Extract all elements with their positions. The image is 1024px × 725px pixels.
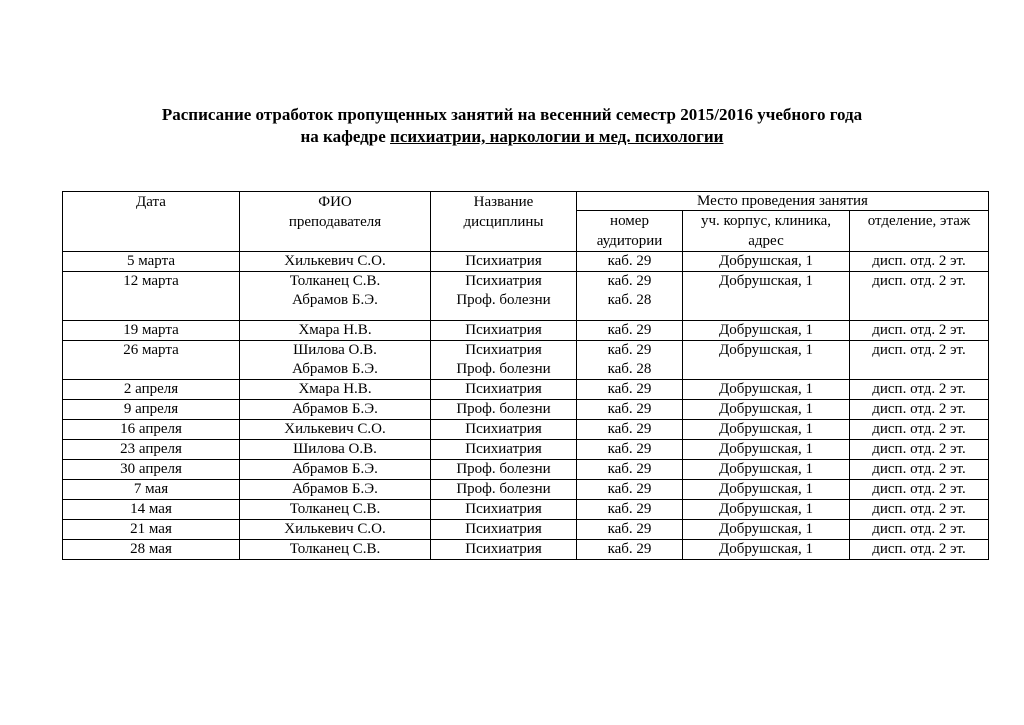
cell-address: Добрушская, 1 [683, 380, 850, 400]
cell-dept: дисп. отд. 2 эт. [850, 272, 989, 321]
cell-dept: дисп. отд. 2 эт. [850, 380, 989, 400]
cell-subject: Психиатрия [431, 500, 577, 520]
cell-address: Добрушская, 1 [683, 480, 850, 500]
header-subject: Название дисциплины [431, 192, 577, 252]
header-dept: отделение, этаж [850, 211, 989, 252]
table-row [63, 440, 989, 460]
cell-teacher: Хмара Н.В. [240, 380, 431, 400]
cell-dept: дисп. отд. 2 эт. [850, 520, 989, 540]
cell-date: 2 апреля [63, 380, 240, 400]
cell-subject: Психиатрия [431, 321, 577, 341]
table-row [63, 460, 989, 480]
table-row [63, 321, 989, 341]
cell-dept: дисп. отд. 2 эт. [850, 400, 989, 420]
title-line-2 [0, 126, 1024, 148]
header-teacher: ФИО преподавателя [240, 192, 431, 252]
header-building: уч. корпус, клиника, адрес [683, 211, 850, 252]
cell-dept: дисп. отд. 2 эт. [850, 440, 989, 460]
cell-dept: дисп. отд. 2 эт. [850, 480, 989, 500]
cell-subject: Проф. болезни [431, 480, 577, 500]
cell-address: Добрушская, 1 [683, 400, 850, 420]
cell-address: Добрушская, 1 [683, 420, 850, 440]
cell-dept: дисп. отд. 2 эт. [850, 420, 989, 440]
cell-room: каб. 29 [577, 500, 683, 520]
cell-room: каб. 29 [577, 520, 683, 540]
cell-date: 14 мая [63, 500, 240, 520]
document-title [0, 104, 1024, 148]
cell-subject: Психиатрия [431, 380, 577, 400]
cell-teacher: Хилькевич С.О. [240, 252, 431, 272]
cell-subject: Психиатрия [431, 540, 577, 560]
cell-date: 21 мая [63, 520, 240, 540]
cell-room: каб. 29 [577, 420, 683, 440]
cell-address: Добрушская, 1 [683, 272, 850, 321]
cell-subject: Психиатрия Проф. болезни [431, 341, 577, 380]
cell-dept: дисп. отд. 2 эт. [850, 321, 989, 341]
cell-teacher: Абрамов Б.Э. [240, 480, 431, 500]
cell-room: каб. 29 каб. 28 [577, 341, 683, 380]
cell-address: Добрушская, 1 [683, 540, 850, 560]
cell-room: каб. 29 [577, 400, 683, 420]
cell-date: 7 мая [63, 480, 240, 500]
cell-teacher: Хилькевич С.О. [240, 520, 431, 540]
schedule-table [62, 191, 989, 560]
cell-teacher: Толканец С.В. [240, 540, 431, 560]
cell-subject: Психиатрия Проф. болезни [431, 272, 577, 321]
table-row [63, 500, 989, 520]
cell-address: Добрушская, 1 [683, 460, 850, 480]
cell-room: каб. 29 [577, 252, 683, 272]
header-row [63, 192, 989, 211]
cell-room: каб. 29 [577, 440, 683, 460]
header-date: Дата [63, 192, 240, 252]
header-room: номер аудитории [577, 211, 683, 252]
table-row [63, 480, 989, 500]
cell-dept: дисп. отд. 2 эт. [850, 252, 989, 272]
cell-subject: Психиатрия [431, 252, 577, 272]
table-row [63, 252, 989, 272]
cell-address: Добрушская, 1 [683, 321, 850, 341]
cell-date: 19 марта [63, 321, 240, 341]
cell-date: 30 апреля [63, 460, 240, 480]
table-row [63, 420, 989, 440]
cell-address: Добрушская, 1 [683, 520, 850, 540]
cell-date: 12 марта [63, 272, 240, 321]
department-name: психиатрии, наркологии и мед. психологии [390, 127, 724, 146]
cell-teacher: Шилова О.В. [240, 440, 431, 460]
cell-address: Добрушская, 1 [683, 341, 850, 380]
cell-room: каб. 29 [577, 380, 683, 400]
cell-date: 16 апреля [63, 420, 240, 440]
schedule-body [63, 192, 989, 560]
cell-teacher: Толканец С.В. [240, 500, 431, 520]
table-row [63, 540, 989, 560]
table-row [63, 520, 989, 540]
cell-room: каб. 29 [577, 460, 683, 480]
cell-date: 5 марта [63, 252, 240, 272]
cell-date: 23 апреля [63, 440, 240, 460]
cell-room: каб. 29 каб. 28 [577, 272, 683, 321]
cell-teacher: Толканец С.В. Абрамов Б.Э. [240, 272, 431, 321]
header-place: Место проведения занятия [577, 192, 989, 211]
cell-address: Добрушская, 1 [683, 252, 850, 272]
cell-address: Добрушская, 1 [683, 440, 850, 460]
cell-dept: дисп. отд. 2 эт. [850, 341, 989, 380]
cell-date: 26 марта [63, 341, 240, 380]
cell-teacher: Абрамов Б.Э. [240, 460, 431, 480]
cell-date: 28 мая [63, 540, 240, 560]
cell-dept: дисп. отд. 2 эт. [850, 500, 989, 520]
cell-teacher: Хилькевич С.О. [240, 420, 431, 440]
cell-subject: Психиатрия [431, 520, 577, 540]
cell-subject: Психиатрия [431, 440, 577, 460]
cell-dept: дисп. отд. 2 эт. [850, 460, 989, 480]
cell-room: каб. 29 [577, 321, 683, 341]
table-row [63, 400, 989, 420]
table-row [63, 341, 989, 380]
title-line-1: Расписание отработок пропущенных занятий на весенний семестр 2015/2016 учебного года [161, 105, 863, 124]
cell-address: Добрушская, 1 [683, 500, 850, 520]
cell-dept: дисп. отд. 2 эт. [850, 540, 989, 560]
title-prefix: на кафедре [300, 127, 391, 146]
cell-teacher: Абрамов Б.Э. [240, 400, 431, 420]
cell-room: каб. 29 [577, 540, 683, 560]
cell-teacher: Шилова О.В. Абрамов Б.Э. [240, 341, 431, 380]
cell-date: 9 апреля [63, 400, 240, 420]
table-row [63, 272, 989, 321]
cell-subject: Проф. болезни [431, 400, 577, 420]
cell-room: каб. 29 [577, 480, 683, 500]
cell-teacher: Хмара Н.В. [240, 321, 431, 341]
table-row [63, 380, 989, 400]
cell-subject: Психиатрия [431, 420, 577, 440]
cell-subject: Проф. болезни [431, 460, 577, 480]
